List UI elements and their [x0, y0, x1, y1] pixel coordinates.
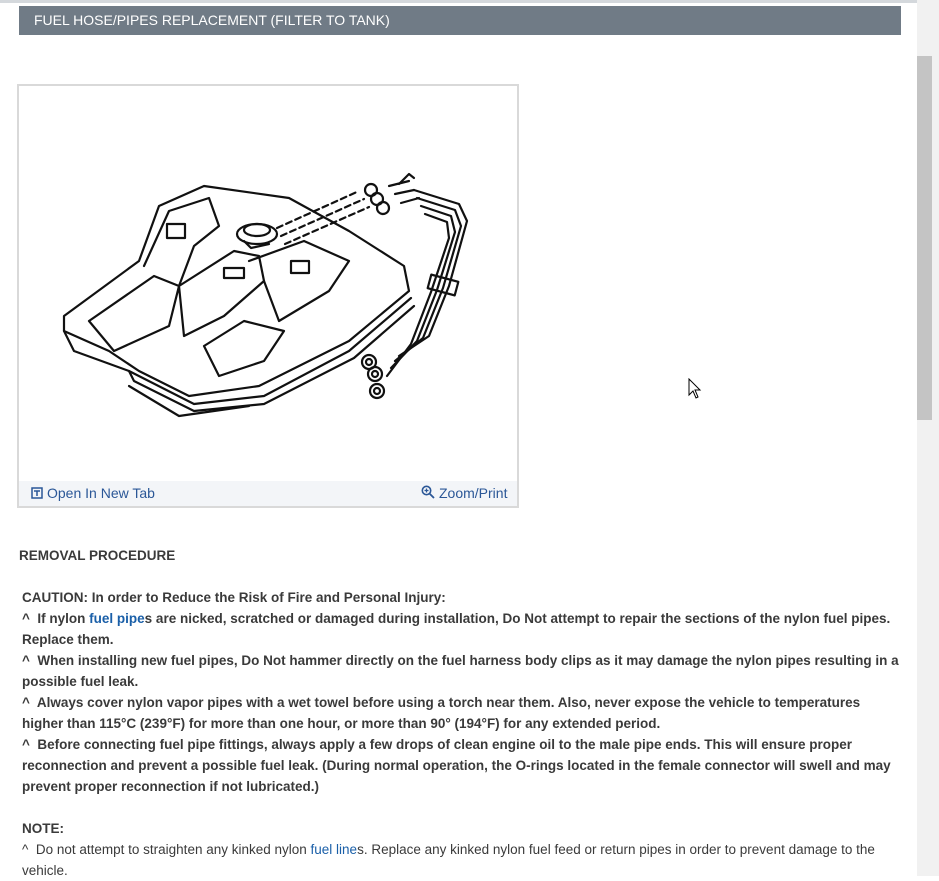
fuel-tank-illustration[interactable] [19, 86, 517, 481]
caution-2-text: When installing new fuel pipes, Do Not hammer directly on the fuel harness body clips as it may damage the nylon pipes resulting in a possible fuel leak. [22, 653, 899, 689]
note-1-text: Do not attempt to straighten any kinked nylon [35, 842, 311, 857]
caution-label: CAUTION: In order to Reduce the Risk of Fire and Personal Injury: [22, 590, 446, 605]
fuel-pipe-link[interactable]: fuel pipe [89, 611, 145, 626]
open-new-tab-label: Open In New Tab [47, 485, 155, 501]
caution-item-2 [19, 650, 901, 692]
page-title: FUEL HOSE/PIPES REPLACEMENT (FILTER TO TANK) [19, 6, 901, 35]
scrollbar-thumb[interactable] [917, 56, 932, 420]
figure-panel [17, 84, 519, 508]
open-new-tab-icon [31, 482, 43, 507]
caution-4-text: Before connecting fuel pipe fittings, always apply a few drops of clean engine oil to the male pipe ends. This will ensure proper reconnection and prevent a possible fuel leak. (During normal operation, the O-rings located in the female connector will swell and may prevent proper reconnection if not lubricated.) [22, 737, 891, 794]
caution-item-1 [19, 608, 901, 650]
zoom-icon [421, 482, 435, 507]
bullet-marker: ^ [22, 653, 30, 668]
open-new-tab-button[interactable] [31, 481, 155, 506]
caution-1-text-cont: s are nicked, scratched or damaged during installation, Do Not attempt to repair the sections of the nylon fuel pipes. Replace them. [22, 611, 891, 647]
caution-item-3 [19, 692, 901, 734]
caution-1-text: If nylon [37, 611, 90, 626]
fuel-tank-drawing [19, 86, 517, 481]
procedure-content [19, 545, 901, 881]
bullet-marker: ^ [22, 737, 30, 752]
caution-3-text: Always cover nylon vapor pipes with a wet towel before using a torch near them. Also, never expose the vehicle to temperatures higher than 115°C (239°F) for more than one hour, or more than 90° (194°F) for any extended period. [22, 695, 861, 731]
fuel-line-link[interactable]: fuel line [310, 842, 358, 857]
mouse-cursor-icon [688, 378, 702, 405]
figure-toolbar [19, 481, 517, 506]
note-item-1 [19, 839, 901, 881]
zoom-print-button[interactable] [421, 481, 507, 506]
bullet-marker: ^ [22, 611, 30, 626]
top-divider [0, 0, 917, 3]
section-title: REMOVAL PROCEDURE [19, 548, 176, 563]
bullet-marker: ^ [22, 842, 29, 857]
note-1-text-cont: s. Replace any kinked nylon fuel feed or return pipes in order to prevent damage to the vehicle. [22, 842, 875, 878]
bullet-marker: ^ [22, 695, 30, 710]
zoom-print-label: Zoom/Print [439, 485, 508, 501]
caution-item-4 [19, 734, 901, 797]
note-label: NOTE: [22, 821, 64, 836]
